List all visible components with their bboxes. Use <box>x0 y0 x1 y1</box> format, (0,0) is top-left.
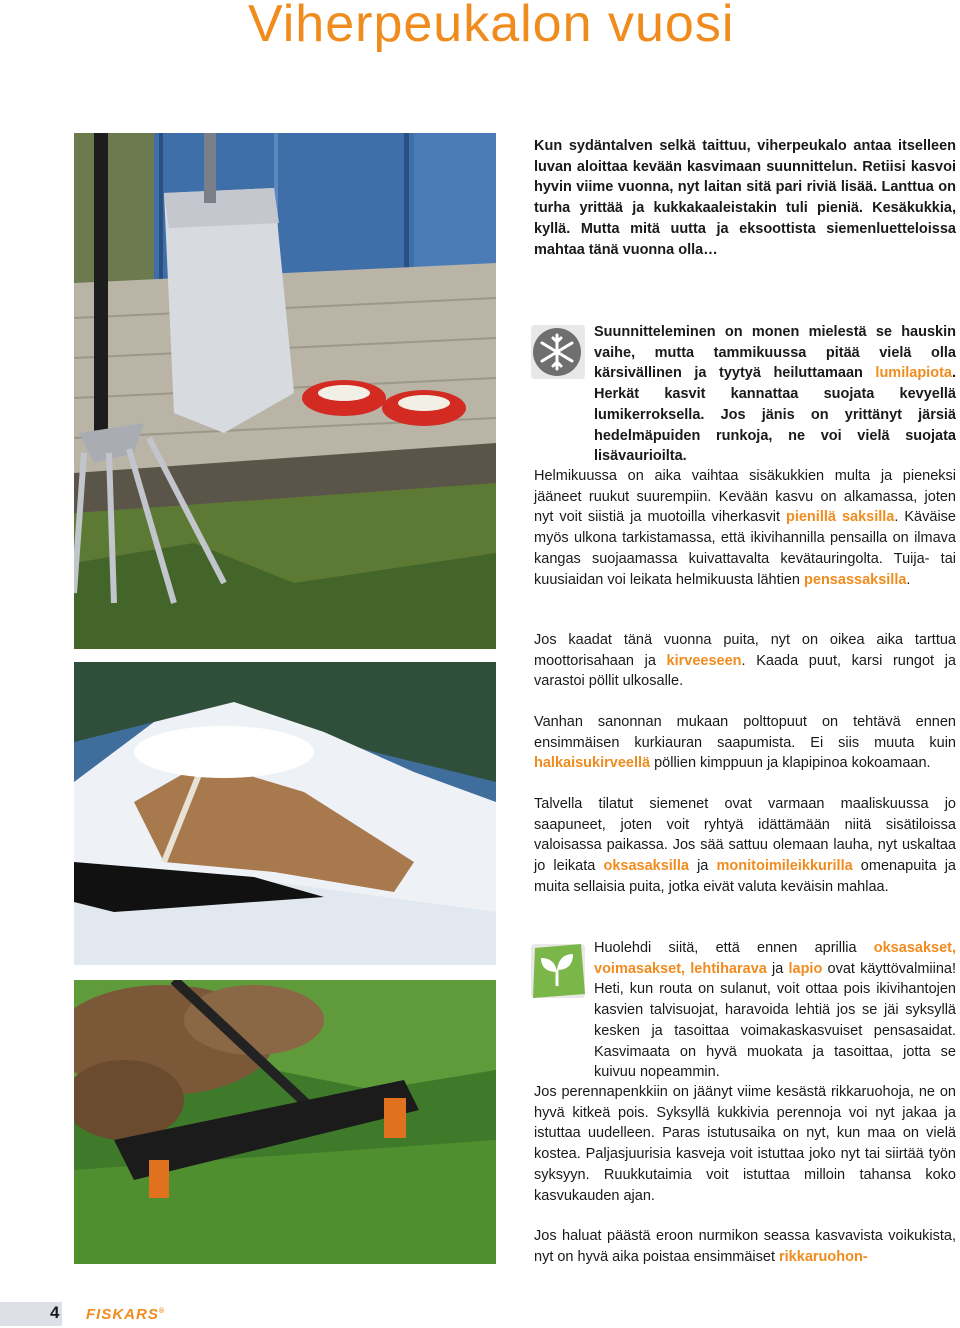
page-number: 4 <box>50 1303 60 1322</box>
link-lumilapiota[interactable]: lumilapiota <box>875 365 952 382</box>
link-lapio[interactable]: lapio <box>788 960 823 977</box>
link-kirveeseen[interactable]: kirveeseen <box>666 652 742 669</box>
perennials-paragraph: Jos perennapenkkiin on jäänyt viime kesästä rikkaruohoja, ne on hyvä kitkeä pois. Syksyllä kukkivia perennoja voi nyt jakaa ja istuttaa uudelleen. Paras istutusaika on nyt, kun maa on vielä kostea. Paljasjuurisia kasveja voit istuttaa joko nyt tai siirtää työn syksyyn. Ruukkutaimia voit istuttaa milloin tahansa koko kasvukauden ajan. <box>534 1084 956 1204</box>
february-paragraph: Helmikuussa on aika vaihtaa sisäkukkien multa ja pieneksi jääneet ruukut suurempiin. Kevään kasvu on alkamassa, joten nyt voit siistiä ja muotoilla viherkasvit pienillä saksilla. Käväise myös ulkona tarkistamassa, että ikivihannilla pensailla on ilmava kangas suojaamassa kuivattavalta kevätauringolta. Tuija- tai kuusiaidan voi leikata helmikuusta lähtien pensassaksilla. <box>534 468 956 588</box>
january-paragraph <box>534 322 956 467</box>
link-oksasaksilla[interactable]: oksasaksilla <box>603 858 689 875</box>
link-pienilla-saksilla[interactable]: pienillä saksilla <box>785 509 895 526</box>
trees-paragraph: Jos kaadat tänä vuonna puita, nyt on oikea aika tarttua moottorisahaan ja kirveeseen. Kaada puut, karsi rungot ja varastoi pöllit ulkosalle. <box>534 632 956 690</box>
january-text: Suunnitteleminen on monen mielestä se hauskin vaihe, mutta tammikuussa pitää vielä olla kärsivällinen ja tyytyä heiluttamaan lumilapiota. Herkät kasvit kannattaa suojata kevyellä lumikerroksella. Jos jänis on yrittänyt järsiä hedelmäpuiden runkoja, ne voi vielä suojata lisävaurioilta. <box>594 324 956 465</box>
intro-text: Kun sydäntalven selkä taittuu, viherpeukalo antaa itselleen luvan aloittaa kevään kasvimaan suunnittelun. Retiisi kasvoi hyvin viime vuonna, nyt laitan sitä pari riviä lisää. Lanttua on turha yrittää ja kukkakaaleistakin tuli pieniä. Kesäkukkia, kyllä. Mutta mitä uutta ja eksoottista siemenluetteloissa mahtaa tänä vuonna olla… <box>534 138 956 258</box>
april-paragraph <box>534 938 956 1083</box>
firewood-paragraph: Vanhan sanonnan mukaan polttopuut on tehtävä ennen ensimmäisen kurkiauran saapumista. Ei siis muuta kuin halkaisukirveellä pöllien kimppuun ja klapipinoa kokoamaan. <box>534 714 956 772</box>
photo-rake-leaves <box>74 980 496 1264</box>
link-pensassaksilla[interactable]: pensassaksilla <box>804 571 907 588</box>
link-monitoimileikkurilla[interactable]: monitoimileikkurilla <box>716 858 853 875</box>
page-title: Viherpeukalon vuosi <box>248 0 735 53</box>
link-halkaisukirveella[interactable]: halkaisukirveellä <box>534 755 651 772</box>
photo-tools-porch <box>74 133 496 649</box>
brand-logo: FISKARS® <box>86 1306 166 1323</box>
dandelion-paragraph: Jos haluat päästä eroon nurmikon seassa kasvavista voikukista, nyt on hyvä aika poistaa ensimmäiset rikkaruohon- <box>534 1228 956 1265</box>
march-paragraph: Talvella tilatut siemenet ovat varmaan maaliskuussa jo saapuneet, joten voit ryhtyä idättämään niitä sisätiloissa valoisassa paikassa. Jos sää sattuu olemaan lauha, nyt uskaltaa jo leikata oksasaksilla ja monitoimileikkurilla omenapuita ja muita sellaisia puita, jotka eivät valuta keväisin mahlaa. <box>534 796 957 895</box>
link-oksasakset-voimasakset-lehtiharava[interactable]: oksasakset, voimasakset, lehtiharava <box>594 940 956 977</box>
link-rikkaruohon[interactable]: rikkaruohon- <box>779 1248 868 1265</box>
april-text: Huolehdi siitä, että ennen aprillia oksasakset, voimasakset, lehtiharava ja lapio ovat käyttövalmiina! Heti, kun routa on sulanut, voit ottaa pois ikivihantojen kasvien talvisuojat, haravoida lehtiä jos se jäi syksyllä kesken ja tasoittaa voimakaskasvuiset pensasaidat. Kasvimaata on hyvä muokata ja tasoittaa, jotta se kuivuu nopeammin. <box>594 940 956 1081</box>
photo-snowy-roof <box>74 662 496 965</box>
intro-paragraph <box>534 136 956 260</box>
